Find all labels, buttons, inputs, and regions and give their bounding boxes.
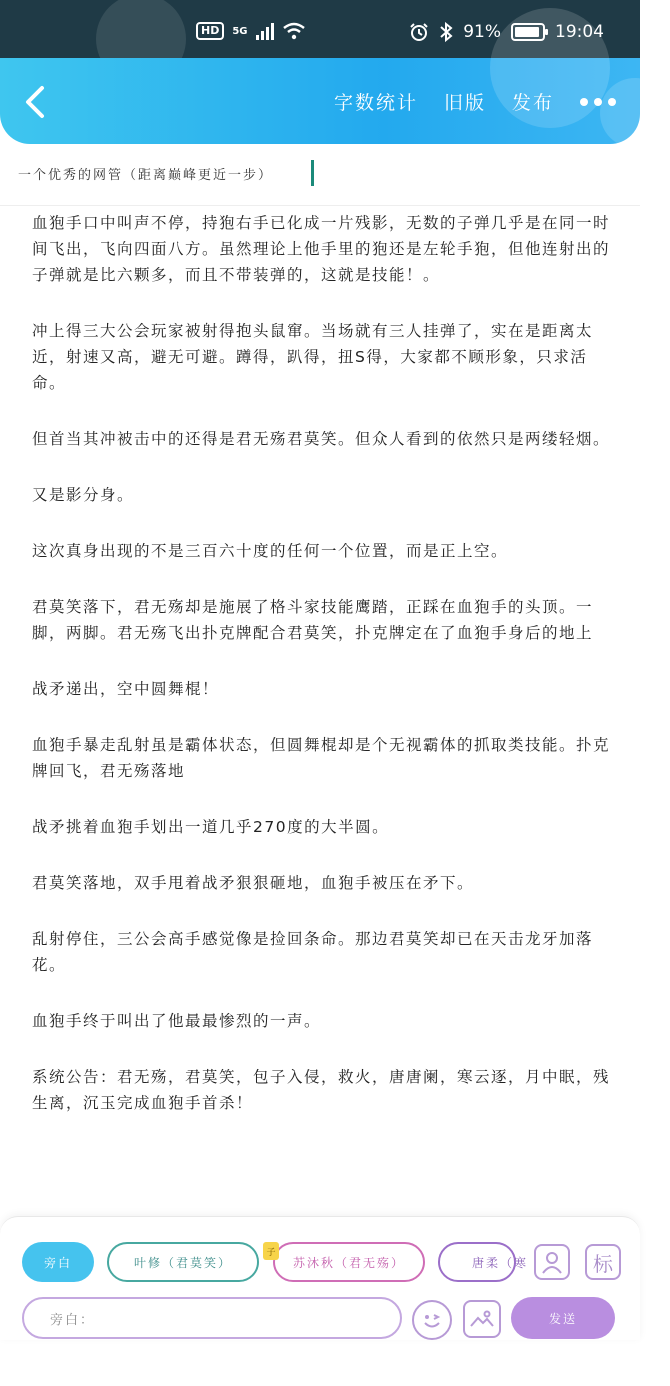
role-chip-ye-xiu[interactable]: 叶修（君莫笑） bbox=[107, 1242, 259, 1282]
image-icon bbox=[469, 1308, 495, 1330]
paragraph: 但首当其冲被击中的还得是君无殇君莫笑。但众人看到的依然只是两缕轻烟。 bbox=[32, 430, 611, 448]
character-avatar-button[interactable] bbox=[534, 1244, 570, 1280]
back-button[interactable] bbox=[18, 82, 54, 122]
paragraph: 血狍手暴走乱射虽是霸体状态，但圆舞棍却是个无视霸体的抓取类技能。扑克牌回飞，君无殇落地 bbox=[32, 736, 611, 780]
clock: 19:04 bbox=[555, 22, 604, 42]
user-icon bbox=[539, 1249, 565, 1275]
bluetooth-icon bbox=[439, 22, 453, 42]
hd-icon: HD bbox=[196, 22, 224, 40]
document-title-row[interactable] bbox=[0, 144, 640, 206]
paragraph: 冲上得三大公会玩家被射得抱头鼠窜。当场就有三人挂弹了，实在是距离太近，射速又高，避无可避。蹲得，趴得，扭S得，大家都不顾形象，只求活命。 bbox=[32, 322, 594, 392]
document-title[interactable]: 一个优秀的网管（距离巅峰更近一步） bbox=[18, 168, 274, 183]
battery-percent: 91% bbox=[463, 22, 501, 42]
emoji-button[interactable] bbox=[412, 1300, 452, 1340]
image-button[interactable] bbox=[463, 1300, 501, 1338]
chevron-left-icon bbox=[18, 82, 54, 122]
paragraph: 系统公告：君无殇，君莫笑，包子入侵，救火，唐唐阑，寒云逐，月中眠，残生离，沉玉完成血狍手首杀！ bbox=[32, 1068, 611, 1112]
text-caret bbox=[311, 160, 314, 186]
role-badge: 子 bbox=[263, 1242, 279, 1260]
message-input[interactable]: 旁白： bbox=[22, 1297, 402, 1339]
wifi-icon bbox=[282, 22, 306, 40]
status-left-group bbox=[196, 22, 306, 40]
paragraph: 又是影分身。 bbox=[32, 486, 135, 504]
role-chip-narrator[interactable]: 旁白 bbox=[22, 1242, 94, 1282]
signal-icon bbox=[256, 22, 274, 40]
send-button[interactable]: 发送 bbox=[511, 1297, 615, 1339]
tag-button[interactable]: 标 bbox=[585, 1244, 621, 1280]
paragraph: 乱射停住，三公会高手感觉像是捡回条命。那边君莫笑却已在天击龙牙加落花。 bbox=[32, 930, 594, 974]
word-count-button[interactable]: 字数统计 bbox=[333, 92, 418, 114]
publish-button[interactable]: 发布 bbox=[511, 92, 554, 114]
network-type: 5G bbox=[232, 25, 248, 37]
paragraph: 这次真身出现的不是三百六十度的任何一个位置，而是正上空。 bbox=[32, 542, 509, 560]
app-header bbox=[0, 58, 640, 144]
role-chip-su-muqiu[interactable]: 苏沐秋（君无殇） bbox=[273, 1242, 425, 1282]
role-chip-tang-rou[interactable]: 唐柔（寒 bbox=[438, 1242, 516, 1282]
document-body[interactable] bbox=[32, 210, 612, 1146]
more-icon[interactable] bbox=[580, 98, 616, 106]
paragraph: 君莫笑落下，君无殇却是施展了格斗家技能鹰踏，正踩在血狍手的头顶。一脚，两脚。君无殇飞出扑克牌配合君莫笑，扑克牌定在了血狍手身后的地上 bbox=[32, 598, 594, 642]
header-actions bbox=[334, 88, 616, 115]
smile-icon bbox=[418, 1306, 446, 1334]
paragraph: 血狍手终于叫出了他最最惨烈的一声。 bbox=[32, 1012, 322, 1030]
paragraph: 战矛递出，空中圆舞棍！ bbox=[32, 680, 220, 698]
alarm-icon bbox=[409, 22, 429, 42]
paragraph: 血狍手口中叫声不停，持狍右手已化成一片残影，无数的子弹几乎是在同一时间飞出，飞向四面八方。虽然理论上他手里的狍还是左轮手狍，但他连射出的子弹就是比六颗多，而且不带装弹的，这就是技能！。 bbox=[32, 214, 611, 284]
paragraph: 君莫笑落地，双手甩着战矛狠狠砸地，血狍手被压在矛下。 bbox=[32, 874, 475, 892]
paragraph: 战矛挑着血狍手划出一道几乎270度的大半圆。 bbox=[32, 818, 390, 836]
old-version-button[interactable]: 旧版 bbox=[443, 92, 486, 114]
